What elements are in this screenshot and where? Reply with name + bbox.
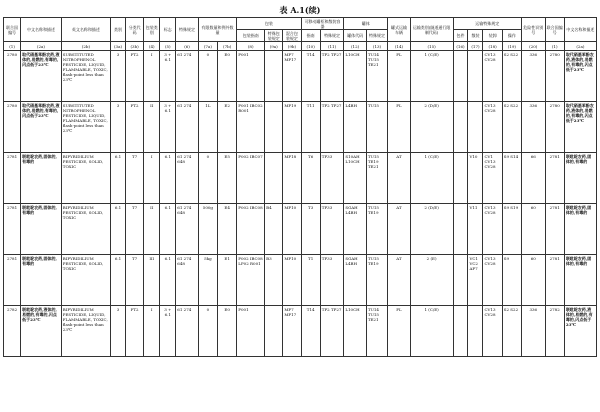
cell-un2: 2780 (545, 51, 564, 102)
cell-psp (265, 102, 283, 153)
cell-eq: E1 (218, 255, 237, 306)
cell-class: 6.1 (111, 153, 126, 204)
cell-s19: S2 S22 (502, 102, 521, 153)
table-row (4, 51, 597, 102)
code-cell: (14) (388, 42, 410, 51)
cell-s17 (468, 51, 483, 102)
cell-code: FT2 (126, 51, 144, 102)
col-packaging: 包装 (237, 18, 301, 30)
cell-pi: P001 (237, 306, 265, 357)
cell-tsp: TP33 (320, 255, 344, 306)
cell-label: 6.1 (160, 204, 176, 255)
code-cell: (5) (160, 42, 176, 51)
col-transport-special: 运输特殊规定 (453, 18, 522, 30)
cell-label: 3 + 6.1 (160, 102, 176, 153)
code-cell: (1) (4, 42, 21, 51)
cell-ti: T6 (301, 153, 320, 204)
table-title: 表 A.1(续) (279, 5, 321, 15)
cell-hid: 66 (522, 153, 546, 204)
cell-sp: 61 274 (176, 51, 198, 102)
code-cell: (2a) (564, 42, 596, 51)
cell-s18: CV13 CV28 (483, 102, 502, 153)
col-bulk2: 散装 (468, 30, 483, 42)
col-tank: 罐体 (344, 18, 388, 30)
cell-un2: 2782 (545, 306, 564, 357)
code-cell: (9b) (283, 42, 301, 51)
cell-cat: 1 (C/E) (410, 51, 453, 102)
cell-s16 (453, 255, 468, 306)
dangerous-goods-table (3, 17, 597, 357)
col-tank-sp: 特殊规定 (366, 30, 387, 42)
cell-tsp2: TU15 TE19 (366, 204, 387, 255)
cell-un: 2782 (4, 306, 21, 357)
cell-pg: II (144, 204, 160, 255)
cell-pg: III (144, 255, 160, 306)
cell-label: 3 + 6.1 (160, 306, 176, 357)
cell-veh: FL (388, 102, 410, 153)
code-cell: (3a) (111, 42, 126, 51)
cell-tsp: TP33 (320, 204, 344, 255)
cell-eq: E4 (218, 204, 237, 255)
cell-s19: S9 (502, 255, 521, 306)
cell-un2: 2781 (545, 255, 564, 306)
cell-cn2: 联吡啶农药,固体的,有毒的 (564, 153, 596, 204)
cell-code: T7 (126, 153, 144, 204)
cell-cat: 2 (E) (410, 255, 453, 306)
cell-tsp2: TU15 (366, 102, 387, 153)
col-labels: 标志 (160, 18, 176, 42)
cell-veh: FL (388, 306, 410, 357)
cell-s16 (453, 306, 468, 357)
cell-s17 (468, 306, 483, 357)
cell-un2: 2781 (545, 204, 564, 255)
code-cell: (13) (366, 42, 387, 51)
cell-hid: 336 (522, 102, 546, 153)
cell-s19: S9 S14 (502, 153, 521, 204)
cell-cn: 取代硝基苯酚农药,液体的,易燃的,有毒的,闪点低于23℃ (21, 102, 62, 153)
cell-mix: MP10 (283, 204, 301, 255)
code-row (4, 42, 597, 51)
cell-s17 (468, 102, 483, 153)
col-tank-group: 可移动罐柜和散装容器 (301, 18, 344, 30)
cell-lq: 0 (198, 153, 217, 204)
code-cell: (17) (468, 42, 483, 51)
col-pack-special: 特殊包装规定 (265, 30, 283, 42)
cell-un2: 2780 (545, 102, 564, 153)
col-ops: 操作 (502, 30, 521, 42)
cell-s16 (453, 102, 468, 153)
cell-code: FT2 (126, 102, 144, 153)
col-tank-special: 特殊规定 (320, 30, 344, 42)
code-cell: (2b) (61, 42, 110, 51)
code-cell: (1) (545, 42, 564, 51)
cell-class: 3 (111, 306, 126, 357)
col-transport-cat: 运输类别(隧道通行限制代码) (410, 18, 453, 42)
cell-class: 3 (111, 51, 126, 102)
col-limited: 有限数量和例外数量 (198, 18, 237, 42)
cell-psp: B3 (265, 255, 283, 306)
cell-tc: SGAH L4BH (344, 204, 366, 255)
code-cell: (10) (301, 42, 320, 51)
cell-ti: T14 (301, 51, 320, 102)
cell-psp: B4 (265, 204, 283, 255)
cell-class: 6.1 (111, 204, 126, 255)
cell-ti: T14 (301, 306, 320, 357)
cell-cn: 联吡啶农药,固体的,有毒的 (21, 204, 62, 255)
cell-en: BIPYRIDILIUM PESTICIDE, LIQUID, FLAMMABLE, TOXIC, flash-point less than 23℃ (61, 306, 110, 357)
cell-eq: E0 (218, 51, 237, 102)
code-cell: (9a) (265, 42, 283, 51)
col-en-name: 英文名称和描述 (61, 18, 110, 42)
cell-un: 2780 (4, 102, 21, 153)
cell-s19: S9 S19 (502, 204, 521, 255)
cell-tc: S10AH L10CH (344, 153, 366, 204)
code-cell: (6) (176, 42, 198, 51)
cell-code: FT2 (126, 306, 144, 357)
cell-psp (265, 306, 283, 357)
cell-cn2: 取代硝基苯酚农药,液体的,易燃的,有毒的,闪点低于23℃ (564, 51, 596, 102)
cell-hid: 336 (522, 51, 546, 102)
code-cell: (3b) (126, 42, 144, 51)
cell-tsp: TP33 (320, 153, 344, 204)
cell-en: SUBSTITUTED NITROPHENOL PESTICIDE, LIQUID, FLAMMABLE, TOXIC, flash-point less than 23℃ (61, 102, 110, 153)
cell-un: 2781 (4, 204, 21, 255)
cell-s16 (453, 51, 468, 102)
cell-s18: CV13 CV28 (483, 51, 502, 102)
cell-en: BIPYRIDILIUM PESTICIDE, SOLID, TOXIC (61, 204, 110, 255)
cell-ti: T11 (301, 102, 320, 153)
table-body (4, 51, 597, 357)
cell-tsp2: TU15 TE19 (366, 255, 387, 306)
cell-cat: 2 (D/E) (410, 204, 453, 255)
code-cell: (12) (344, 42, 366, 51)
cell-cn: 取代硝基苯酚农药,液体的,易燃的,有毒的,闪点低于23℃ (21, 51, 62, 102)
col-load: 装卸 (483, 30, 502, 42)
cell-psp (265, 153, 283, 204)
cell-hid: 60 (522, 255, 546, 306)
col-hazard-id: 危险性识别号 (522, 18, 546, 42)
cell-tsp: TP2 TP27 (320, 102, 344, 153)
cell-s17: V11 (468, 204, 483, 255)
cell-label: 3 + 6.1 (160, 51, 176, 102)
cell-cn: 联吡啶农药,固体的,有毒的 (21, 153, 62, 204)
cell-tsp: TP2 TP27 (320, 306, 344, 357)
cell-lq: 0 (198, 51, 217, 102)
cell-eq: E5 (218, 153, 237, 204)
cell-veh: AT (388, 153, 410, 204)
col-tank-instr: 指南 (301, 30, 320, 42)
cell-label: 6.1 (160, 255, 176, 306)
cell-en: BIPYRIDILIUM PESTICIDE, SOLID, TOXIC (61, 255, 110, 306)
col-vehicle: 罐式运输车辆 (388, 18, 410, 42)
col-special: 特殊规定 (176, 18, 198, 42)
cell-tc: L10CH (344, 51, 366, 102)
cell-tsp: TP2 TP27 (320, 51, 344, 102)
cell-cat: 1 (C/E) (410, 153, 453, 204)
cell-tsp2: TU14 TU15 TE21 (366, 306, 387, 357)
cell-eq: E2 (218, 102, 237, 153)
header-row-1 (4, 18, 597, 30)
cell-pg: I (144, 306, 160, 357)
code-cell: (4) (144, 42, 160, 51)
cell-mix: MP19 (283, 102, 301, 153)
col-un-2: 联合国编号 (545, 18, 564, 42)
cell-cn: 联吡啶农药,固体的,有毒的 (21, 255, 62, 306)
code-cell: (19) (502, 42, 521, 51)
cell-hid: 336 (522, 306, 546, 357)
cell-tc: SGAH L4BH (344, 255, 366, 306)
cell-veh: AT (388, 204, 410, 255)
cell-pi: P001 (237, 51, 265, 102)
table-row (4, 306, 597, 357)
cell-tsp2: TU14 TU15 TE21 (366, 51, 387, 102)
cell-sp: 61 274 (176, 306, 198, 357)
cell-lq: 5kg (198, 255, 217, 306)
col-class-code: 分类代码 (126, 18, 144, 42)
code-cell: (8) (237, 42, 265, 51)
cell-cn2: 联吡啶农药,液体的,易燃的,有毒的,闪点低于23℃ (564, 306, 596, 357)
code-cell: (20) (522, 42, 546, 51)
cell-pg: I (144, 153, 160, 204)
cell-s16 (453, 204, 468, 255)
col-cn-name: 中文名称和描述 (21, 18, 62, 42)
cell-en: SUBSTITUTED NITROPHENOL PESTICIDE, LIQUID, FLAMMABLE, TOXIC, flash-point less than 23℃ (61, 51, 110, 102)
table-row (4, 204, 597, 255)
table-row (4, 255, 597, 306)
cell-eq: E0 (218, 306, 237, 357)
col-cn-name-2: 中文名称和描述 (564, 18, 596, 42)
cell-s19: S2 S22 (502, 306, 521, 357)
cell-veh: FL (388, 51, 410, 102)
cell-cn2: 取代硝基苯酚农药,液体的,易燃的,有毒的,闪点低于23℃ (564, 102, 596, 153)
cell-sp: 61 274 648 (176, 204, 198, 255)
cell-ti: T3 (301, 204, 320, 255)
code-cell: (16) (453, 42, 468, 51)
cell-ti: T1 (301, 255, 320, 306)
cell-tc: L4BH (344, 102, 366, 153)
cell-pi: P002 IBC08 (237, 204, 265, 255)
cell-s16 (453, 153, 468, 204)
cell-cn2: 联吡啶农药,固体的,有毒的 (564, 204, 596, 255)
cell-cat: 1 (C/E) (410, 306, 453, 357)
cell-sp: 61 274 648 (176, 153, 198, 204)
cell-lq: 0 (198, 306, 217, 357)
cell-un2: 2781 (545, 153, 564, 204)
cell-un: 2780 (4, 51, 21, 102)
code-cell: (2a) (21, 42, 62, 51)
col-un: 联合国编号 (4, 18, 21, 42)
code-cell: (18) (483, 42, 502, 51)
cell-s17: V10 (468, 153, 483, 204)
cell-pi: P002 IBC08 LP02 R001 (237, 255, 265, 306)
table-row (4, 153, 597, 204)
cell-s18: CV1 CV13 CV28 (483, 153, 502, 204)
cell-psp (265, 51, 283, 102)
code-cell: (15) (410, 42, 453, 51)
col-pack-instr: 包装指南 (237, 30, 265, 42)
cell-lq: 1L (198, 102, 217, 153)
cell-s18: CV13 CV28 (483, 306, 502, 357)
col-class: 类别 (111, 18, 126, 42)
cell-hid: 60 (522, 204, 546, 255)
cell-veh: AT (388, 255, 410, 306)
code-cell: (11) (320, 42, 344, 51)
cell-sp: 61 274 648 (176, 255, 198, 306)
cell-pg: I (144, 51, 160, 102)
cell-s18: CV13 CV28 (483, 255, 502, 306)
code-cell: (7a) (198, 42, 217, 51)
cell-un: 2781 (4, 255, 21, 306)
table-row (4, 102, 597, 153)
cell-code: T7 (126, 204, 144, 255)
cell-lq: 500g (198, 204, 217, 255)
cell-mix: MP7 MP17 (283, 306, 301, 357)
code-cell: (7b) (218, 42, 237, 51)
cell-cat: 2 (D/E) (410, 102, 453, 153)
cell-pi: P002 IBC07 (237, 153, 265, 204)
cell-cn: 联吡啶农药,液体的,易燃的,有毒的,闪点低于23℃ (21, 306, 62, 357)
cell-class: 6.1 (111, 255, 126, 306)
cell-un: 2781 (4, 153, 21, 204)
cell-en: BIPYRIDILIUM PESTICIDE, SOLID, TOXIC (61, 153, 110, 204)
cell-pi: P001 IBC02 R001 (237, 102, 265, 153)
cell-s17: VC1 VC2 AP7 (468, 255, 483, 306)
cell-mix: MP10 (283, 255, 301, 306)
cell-sp: 61 274 (176, 102, 198, 153)
col-bulk: 包件 (453, 30, 468, 42)
cell-s19: S2 S22 (502, 51, 521, 102)
cell-pg: II (144, 102, 160, 153)
cell-mix: MP7 MP17 (283, 51, 301, 102)
cell-code: T7 (126, 255, 144, 306)
cell-tc: L10CH (344, 306, 366, 357)
cell-label: 6.1 (160, 153, 176, 204)
cell-mix: MP18 (283, 153, 301, 204)
cell-class: 3 (111, 102, 126, 153)
col-tank-code: 罐体代码 (344, 30, 366, 42)
cell-tsp2: TU15 TE19 TE21 (366, 153, 387, 204)
col-mixed: 混合包装规定 (283, 30, 301, 42)
col-packing-group: 包装类别 (144, 18, 160, 42)
cell-s18: CV13 CV28 (483, 204, 502, 255)
cell-cn2: 联吡啶农药,固体的,有毒的 (564, 255, 596, 306)
